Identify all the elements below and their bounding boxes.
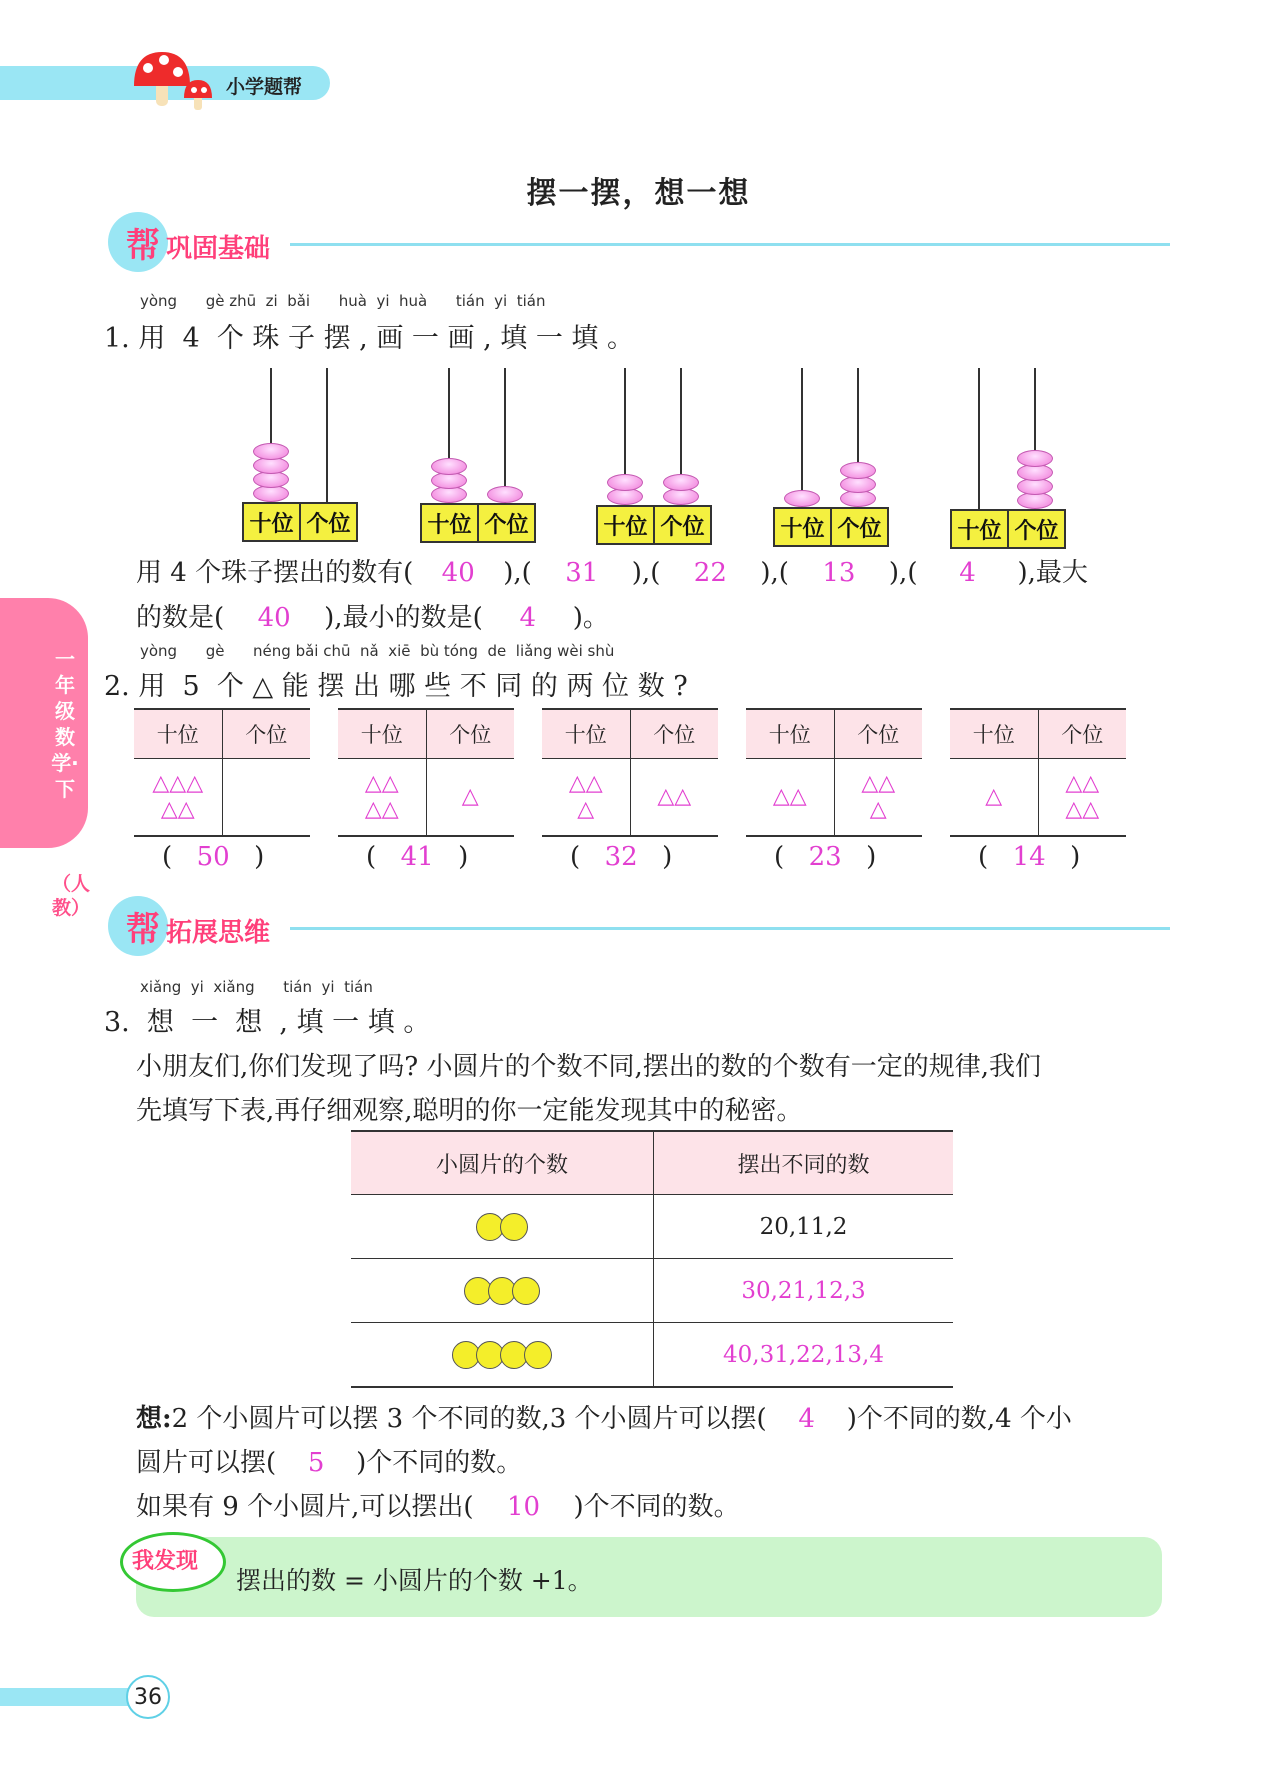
table-row xyxy=(950,759,1126,837)
tens-triangles: △ xyxy=(950,759,1039,835)
table-header-row xyxy=(746,708,922,759)
q2-answer-row: ( 41 ) xyxy=(366,842,469,872)
abacus-ones-label: 个位 xyxy=(1014,518,1059,544)
q2-answer-row: ( 50 ) xyxy=(162,842,265,872)
q1-max-answer[interactable]: 40 xyxy=(257,603,291,633)
place-value-table xyxy=(542,708,718,837)
q2-answer[interactable]: 32 xyxy=(604,842,638,872)
abacus-tens-label: 十位 xyxy=(422,505,479,541)
table-row xyxy=(351,1259,953,1323)
abacus-ones-label: 个位 xyxy=(306,511,351,537)
place-value-table xyxy=(338,708,514,837)
abacus-tens-label: 十位 xyxy=(952,511,1009,547)
q1-pinyin: yòng gè zhū zi bǎi huà yi huà tián yi tián xyxy=(140,292,546,310)
section-title-extension: 拓展思维 xyxy=(166,918,271,948)
ones-triangles: △△ xyxy=(657,784,692,809)
place-value-table xyxy=(950,708,1126,837)
tens-triangles: △△ △△ xyxy=(338,759,427,835)
think-answer-3[interactable]: 10 xyxy=(506,1492,541,1522)
q1-answer-2[interactable]: 31 xyxy=(565,558,599,588)
ones-triangles xyxy=(223,759,311,835)
col-header-ones: 个位 xyxy=(1061,723,1104,747)
q3-table xyxy=(351,1130,953,1388)
q3-question: 3. 想 一 想 , 填 一 填 。 xyxy=(104,1007,431,1038)
section-mark: 帮 xyxy=(126,226,160,266)
q2-question: 2. 用 5 个 △ 能 摆 出 哪 些 不 同 的 两 位 数 ? xyxy=(104,671,688,702)
table-row xyxy=(338,759,514,837)
table-header-row xyxy=(351,1131,953,1195)
q2-answer[interactable]: 41 xyxy=(400,842,434,872)
table-row xyxy=(542,759,718,837)
col-header-ones: 个位 xyxy=(857,723,900,747)
section-mark: 帮 xyxy=(126,910,160,950)
tens-triangles: △△ xyxy=(746,759,835,835)
q1-answer-5[interactable]: 4 xyxy=(959,558,976,588)
think-answer-1[interactable]: 4 xyxy=(798,1404,815,1434)
col-header-tens: 十位 xyxy=(542,710,631,758)
col-header-tens: 十位 xyxy=(338,710,427,758)
page-number: 36 xyxy=(126,1675,170,1719)
numbers-cell-answer[interactable]: 30,21,12,3 xyxy=(654,1259,954,1323)
think-line-3: 如果有 9 个小圆片,可以摆出( 10 )个不同的数。 xyxy=(136,1492,740,1522)
q2-answer-row: ( 23 ) xyxy=(774,842,877,872)
q2-answer[interactable]: 23 xyxy=(808,842,842,872)
tens-triangles: △△△ △△ xyxy=(134,759,223,835)
q2-pinyin: yòng gè néng bǎi chū nǎ xiē bù tóng de liǎng wèi shù xyxy=(140,642,615,660)
abacus-tens-label: 十位 xyxy=(244,504,301,540)
section-title-basics: 巩固基础 xyxy=(166,234,271,264)
abacus-tens-label: 十位 xyxy=(598,507,655,543)
circle-chip xyxy=(500,1213,528,1241)
col-header-ones: 个位 xyxy=(653,723,696,747)
col-header-ones: 个位 xyxy=(245,723,288,747)
think-answer-2[interactable]: 5 xyxy=(307,1448,325,1478)
tens-triangles: △△ △ xyxy=(542,759,631,835)
q3-intro-line-2: 先填写下表,再仔细观察,聪明的你一定能发现其中的秘密。 xyxy=(136,1096,803,1126)
table-row xyxy=(351,1323,953,1388)
place-value-table xyxy=(746,708,922,837)
q2-answer[interactable]: 50 xyxy=(196,842,230,872)
page-title: 摆一摆，想一想 xyxy=(526,176,751,211)
section-divider xyxy=(290,927,1170,930)
dots-cell xyxy=(351,1323,654,1388)
dots-cell xyxy=(351,1259,654,1323)
discovery-text: 摆出的数 = 小圆片的个数 +1。 xyxy=(236,1566,593,1595)
circle-chip xyxy=(512,1277,540,1305)
q3-pinyin: xiǎng yi xiǎng tián yi tián xyxy=(140,978,373,996)
table-row xyxy=(746,759,922,837)
col-header-numbers: 摆出不同的数 xyxy=(654,1131,954,1195)
q1-answer-4[interactable]: 13 xyxy=(822,558,856,588)
header-label: 小学题帮 xyxy=(226,76,303,98)
side-tab-text: 一年级数学·下 xyxy=(51,647,79,801)
q1-answer-line-2: 的数是( 40 ),最小的数是( 4 )。 xyxy=(136,603,609,633)
numbers-cell-answer[interactable]: 40,31,22,13,4 xyxy=(654,1323,954,1388)
q1-min-answer[interactable]: 4 xyxy=(519,603,536,633)
ones-triangles: △△ △△ xyxy=(1065,771,1100,822)
abacus-ones-label: 个位 xyxy=(484,512,529,538)
q1-answer-line-1: 用 4 个珠子摆出的数有( 40 ),( 31 ),( 22 ),( 13 ),( 4 ),最大 xyxy=(136,558,1088,588)
table-row xyxy=(134,759,310,837)
col-header-count: 小圆片的个数 xyxy=(351,1131,654,1195)
circle-chip xyxy=(524,1341,552,1369)
abacus-ones-label: 个位 xyxy=(660,514,705,540)
q1-question: 1. 用 4 个 珠 子 摆 , 画 一 画 , 填 一 填 。 xyxy=(104,323,635,354)
think-line-1: 想:2 个小圆片可以摆 3 个不同的数,3 个小圆片可以摆( 4 )个不同的数,4 个小 xyxy=(136,1404,1072,1434)
ones-triangles: △ xyxy=(461,784,479,809)
numbers-cell: 20,11,2 xyxy=(654,1195,954,1259)
q2-answer-row: ( 32 ) xyxy=(570,842,673,872)
q2-answer[interactable]: 14 xyxy=(1012,842,1046,872)
table-header-row xyxy=(542,708,718,759)
table-header-row xyxy=(338,708,514,759)
dots-cell xyxy=(351,1195,654,1259)
think-line-2: 圆片可以摆( 5 )个不同的数。 xyxy=(136,1448,523,1478)
abacus-tens-label: 十位 xyxy=(775,509,832,545)
discovery-badge-text: 我发现 xyxy=(132,1549,199,1574)
col-header-ones: 个位 xyxy=(449,723,492,747)
col-header-tens: 十位 xyxy=(134,710,223,758)
table-row xyxy=(351,1195,953,1259)
col-header-tens: 十位 xyxy=(950,710,1039,758)
side-tab-subtext: （人教） xyxy=(52,873,91,919)
col-header-tens: 十位 xyxy=(746,710,835,758)
q1-answer-3[interactable]: 22 xyxy=(693,558,727,588)
q2-answer-row: ( 14 ) xyxy=(978,842,1081,872)
table-header-row xyxy=(950,708,1126,759)
q1-answer-1[interactable]: 40 xyxy=(441,558,475,588)
table-header-row xyxy=(134,708,310,759)
ones-triangles: △△ △ xyxy=(861,771,896,822)
abacus-ones-label: 个位 xyxy=(837,516,882,542)
place-value-table xyxy=(134,708,310,837)
q3-intro-line-1: 小朋友们,你们发现了吗? 小圆片的个数不同,摆出的数的个数有一定的规律,我们 xyxy=(136,1052,1041,1082)
